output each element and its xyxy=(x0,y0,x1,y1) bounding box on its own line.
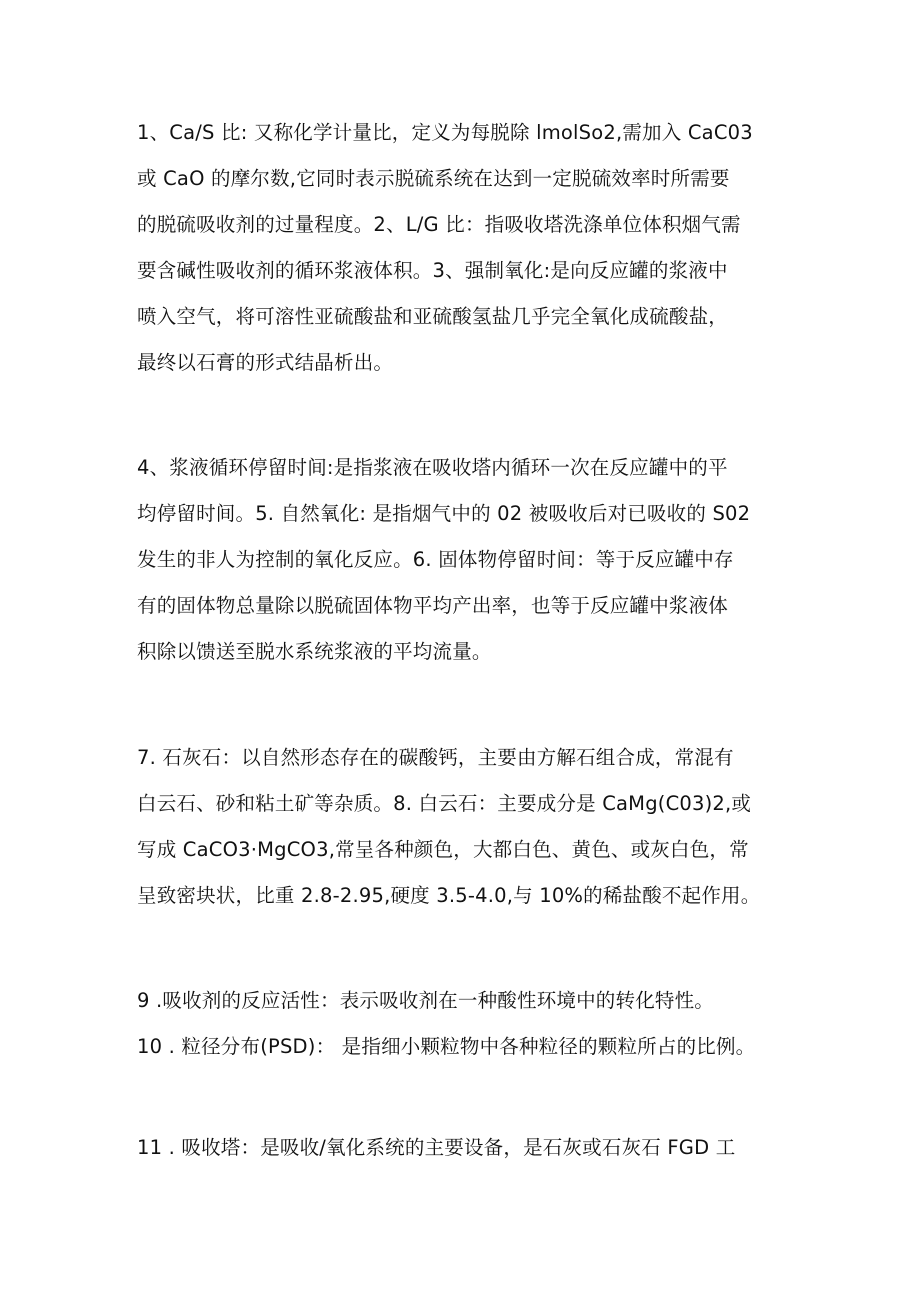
paragraph-definitions-7-8 xyxy=(137,735,797,919)
text-line: 喷入空气，将可溶性亚硫酸盐和亚硫酸氢盐几乎完全氧化成硫酸盐， xyxy=(137,305,729,328)
text-line: 10 . 粒径分布(PSD)： 是指细小颗粒物中各种粒径的颗粒所占的比例。 xyxy=(137,1035,756,1058)
text-line: 发生的非人为控制的氧化反应。6. 固体物停留时间：等于反应罐中存 xyxy=(137,548,734,571)
text-line: 要含碱性吸收剂的循环浆液体积。3、强制氧化:是向反应罐的浆液中 xyxy=(137,259,728,282)
text-line: 均停留时间。5. 自然氧化: 是指烟气中的 02 被吸收后对已吸收的 S02 xyxy=(137,502,751,525)
text-line: 1、Ca/S 比: 又称化学计量比，定义为每脱除 lmolSo2,需加入 CaC03 xyxy=(137,121,753,144)
text-line: 或 CaO 的摩尔数,它同时表示脱硫系统在达到一定脱硫效率时所需要 xyxy=(137,167,730,190)
text-line: 白云石、砂和粘土矿等杂质。8. 白云石：主要成分是 CaMg(C03)2,或 xyxy=(137,792,752,815)
paragraph-definitions-1-3 xyxy=(137,110,797,386)
text-line: 有的固体物总量除以脱硫固体物平均产出率，也等于反应罐中浆液体 xyxy=(137,594,729,617)
text-line: 9 .吸收剂的反应活性：表示吸收剂在一种酸性环境中的转化特性。 xyxy=(137,989,715,1012)
text-line: 7. 石灰石：以自然形态存在的碳酸钙，主要由方解石组合成，常混有 xyxy=(137,746,734,769)
text-line: 写成 CaCO3·MgCO3,常呈各种颜色，大都白色、黄色、或灰白色，常 xyxy=(137,838,749,861)
text-line: 积除以馈送至脱水系统浆液的平均流量。 xyxy=(137,640,492,663)
text-line: 4、浆液循环停留时间:是指浆液在吸收塔内循环一次在反应罐中的平 xyxy=(137,456,728,479)
text-line: 的脱硫吸收剂的过量程度。2、L/G 比：指吸收塔洗涤单位体积烟气需 xyxy=(137,213,741,236)
text-line: 11 . 吸收塔：是吸收/氧化系统的主要设备，是石灰或石灰石 FGD 工 xyxy=(137,1136,736,1159)
paragraph-definition-11 xyxy=(137,1125,797,1171)
paragraph-definitions-9-10 xyxy=(137,978,797,1070)
paragraph-definitions-4-6 xyxy=(137,445,797,675)
text-line: 最终以石膏的形式结晶析出。 xyxy=(137,351,394,374)
text-line: 呈致密块状，比重 2.8-2.95,硬度 3.5-4.0,与 10%的稀盐酸不起作用。 xyxy=(137,884,761,907)
